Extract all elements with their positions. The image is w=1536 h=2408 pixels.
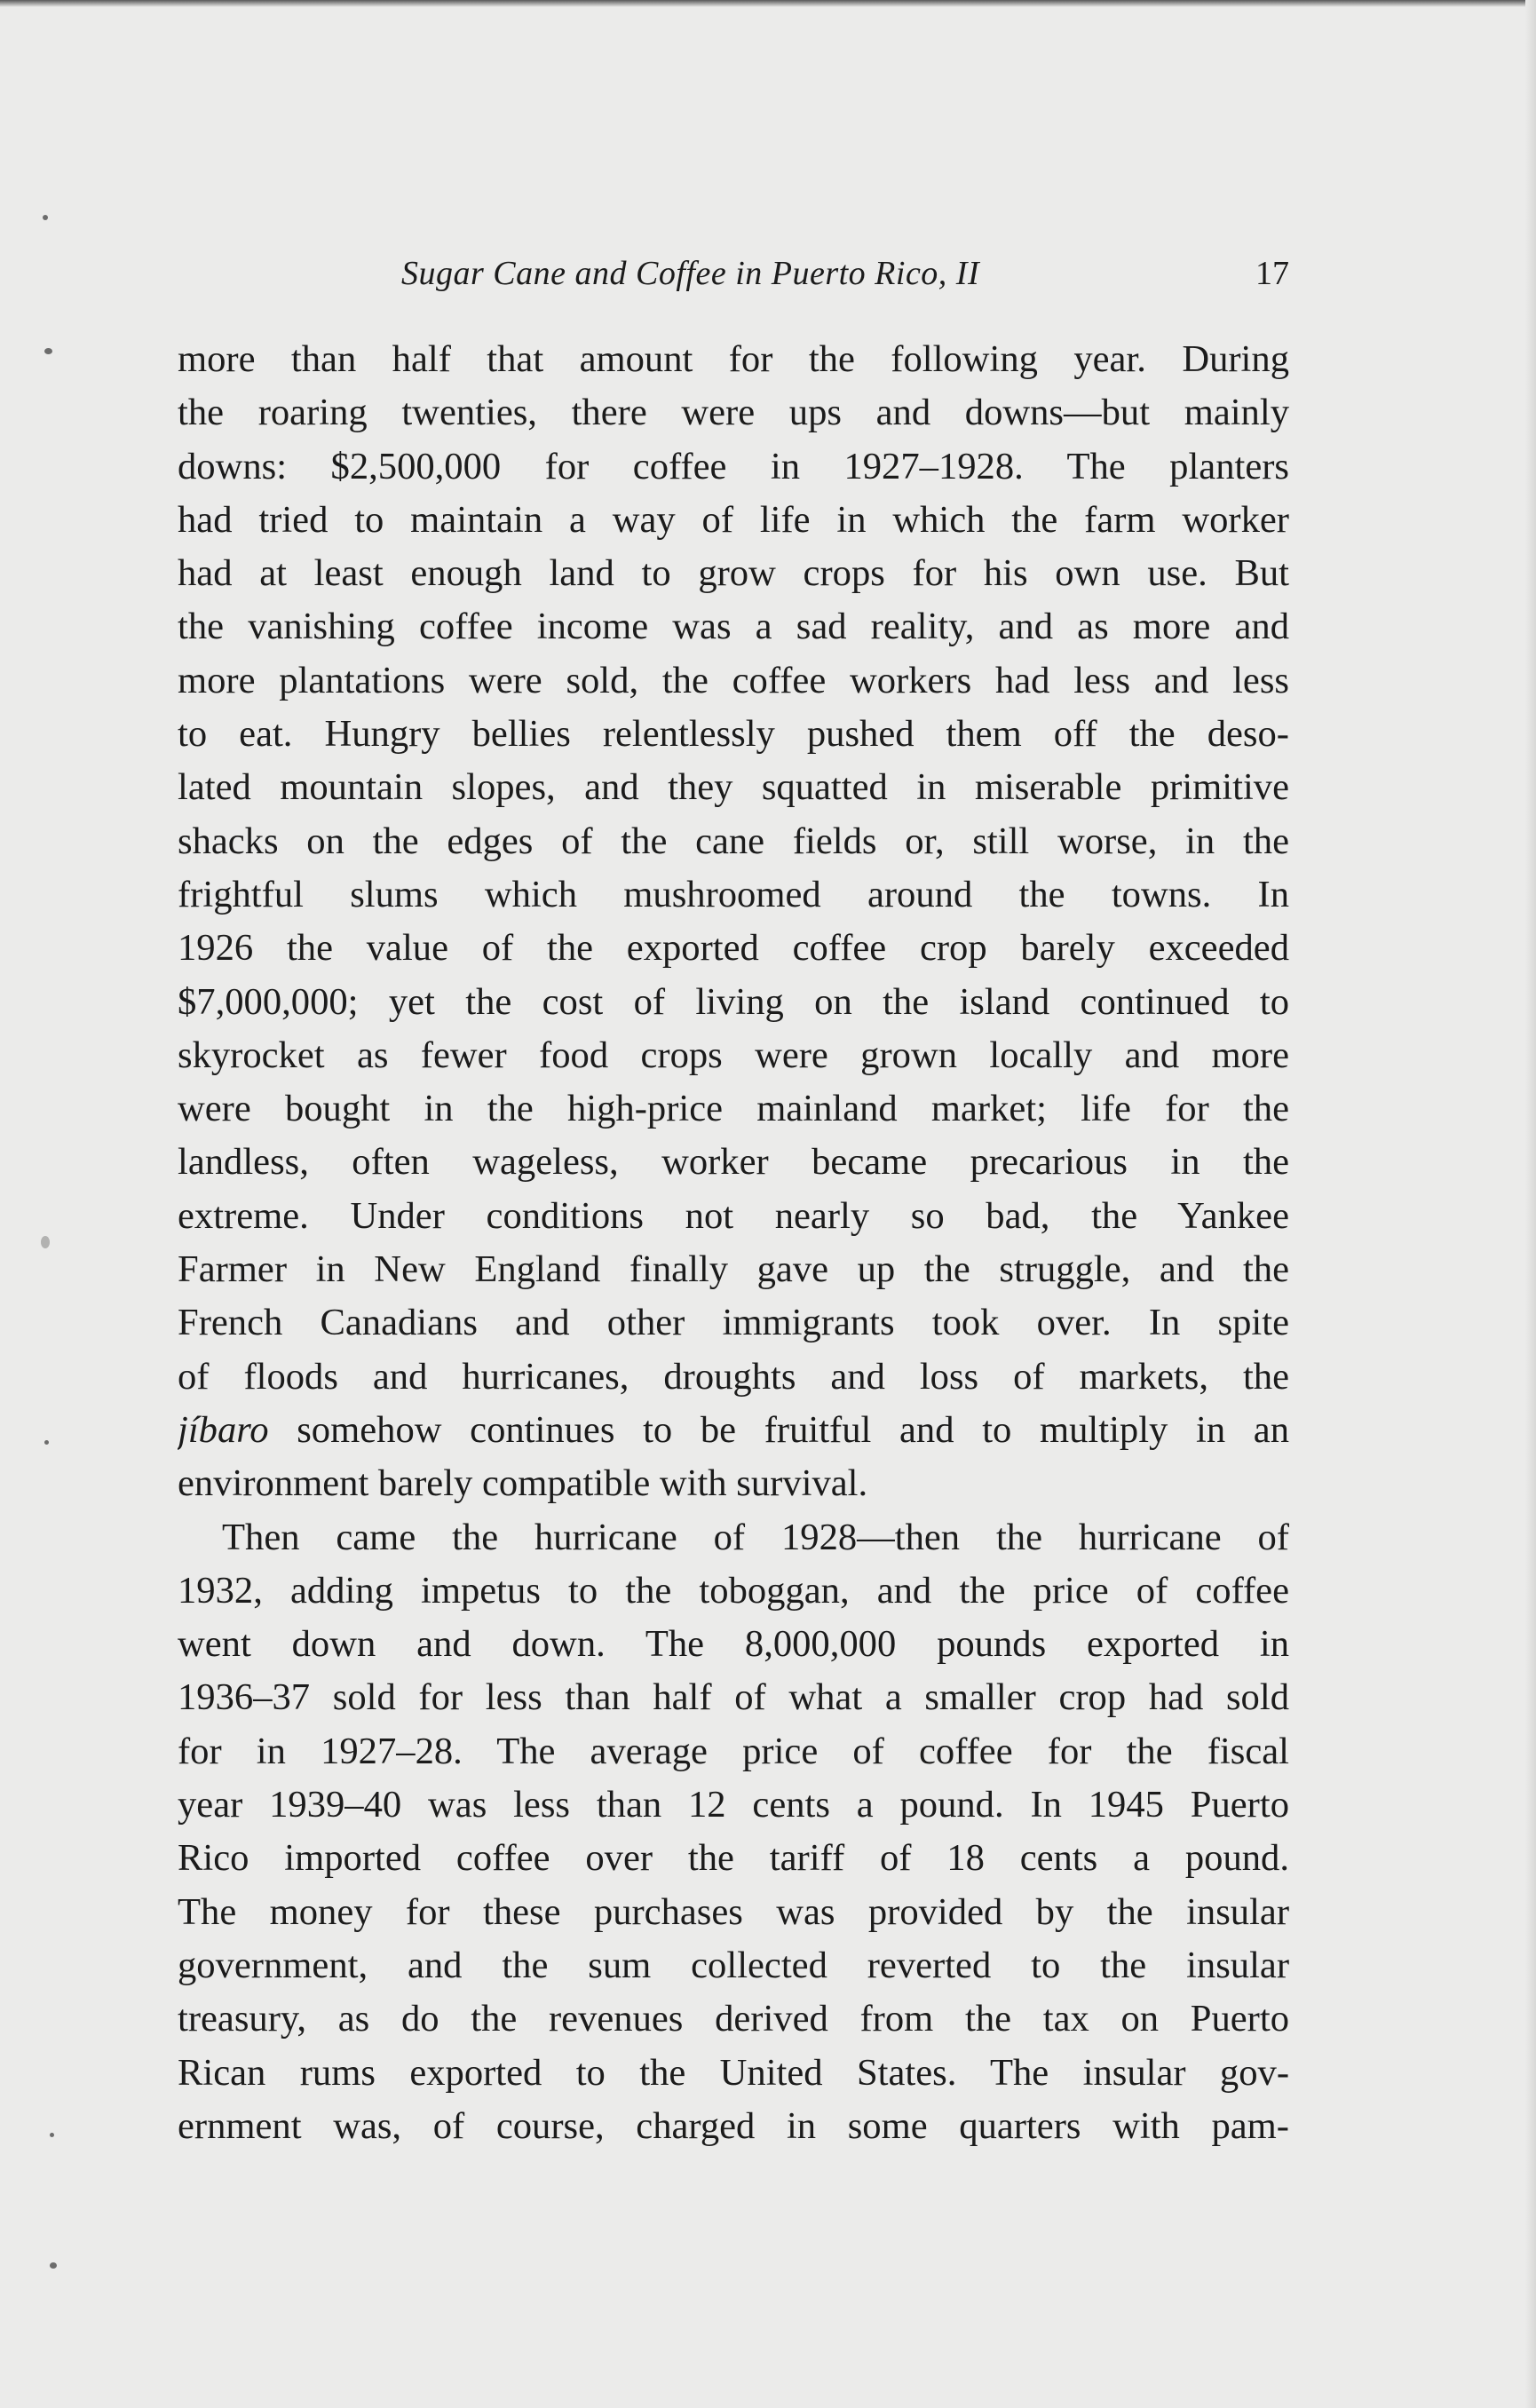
text-line: the vanishing coffee income was a sad reality, and as more and bbox=[178, 606, 1289, 648]
text-line: 1932, adding impetus to the toboggan, and the price of coffee bbox=[178, 1569, 1289, 1612]
text-line: environment barely compatible with survival. bbox=[178, 1462, 868, 1505]
text-line: went down and down. The 8,000,000 pounds exported in bbox=[178, 1623, 1289, 1666]
body-text bbox=[178, 333, 1289, 2153]
text-line-remainder: somehow continues to be fruitful and to multiply in an bbox=[297, 1408, 1289, 1451]
text-line: downs: $2,500,000 for coffee in 1927–1928. The planters bbox=[178, 445, 1289, 487]
paper-speck bbox=[44, 348, 52, 354]
running-title: Sugar Cane and Coffee in Puerto Rico, II bbox=[401, 255, 980, 292]
text-line: ernment was, of course, charged in some quarters with pam- bbox=[178, 2104, 1289, 2147]
text-line: Rican rums exported to the United States. The insular gov- bbox=[178, 2051, 1289, 2094]
paper-speck bbox=[50, 2133, 54, 2137]
text-line: lated mountain slopes, and they squatted in miserable primitive bbox=[178, 766, 1289, 809]
text-line: to eat. Hungry bellies relentlessly pushed them off the deso- bbox=[178, 713, 1289, 756]
text-line: Rico imported coffee over the tariff of 18 cents a pound. bbox=[178, 1837, 1289, 1880]
text-line: Then came the hurricane of 1928—then the hurricane of bbox=[222, 1516, 1289, 1558]
text-line: treasury, as do the revenues derived from the tax on Puerto bbox=[178, 1998, 1289, 2040]
paragraph-1 bbox=[178, 333, 1289, 1511]
text-line: year 1939–40 was less than 12 cents a pound. In 1945 Puerto bbox=[178, 1784, 1289, 1826]
paper-speck bbox=[44, 1440, 49, 1445]
text-line: shacks on the edges of the cane fields or, still worse, in the bbox=[178, 820, 1289, 862]
text-line: extreme. Under conditions not nearly so bad, the Yankee bbox=[178, 1194, 1289, 1237]
text-line: 1936–37 sold for less than half of what a smaller crop had sold bbox=[178, 1676, 1289, 1719]
text-line: Farmer in New England finally gave up the struggle, and the bbox=[178, 1248, 1289, 1291]
text-line: French Canadians and other immigrants took over. In spite bbox=[178, 1302, 1289, 1344]
text-line: $7,000,000; yet the cost of living on the island continued to bbox=[178, 980, 1289, 1023]
text-line: of floods and hurricanes, droughts and loss of markets, the bbox=[178, 1355, 1289, 1398]
text-line-with-italic bbox=[178, 1404, 1289, 1457]
page-top-edge-shadow bbox=[0, 0, 1536, 7]
italic-term: jíbaro bbox=[178, 1408, 269, 1451]
paper-speck bbox=[43, 215, 48, 220]
text-line: skyrocket as fewer food crops were grown locally and more bbox=[178, 1034, 1289, 1076]
text-line: more plantations were sold, the coffee workers had less and less bbox=[178, 659, 1289, 701]
text-line: frightful slums which mushroomed around the towns. In bbox=[178, 873, 1289, 915]
text-line: landless, often wageless, worker became precarious in the bbox=[178, 1141, 1289, 1184]
page-number: 17 bbox=[1255, 255, 1289, 292]
text-line: for in 1927–28. The average price of coffee for the fiscal bbox=[178, 1730, 1289, 1772]
page-right-edge-shadow bbox=[1525, 0, 1536, 2408]
text-line: were bought in the high-price mainland market; life for the bbox=[178, 1088, 1289, 1130]
text-line: had tried to maintain a way of life in which the farm worker bbox=[178, 498, 1289, 541]
text-line: The money for these purchases was provided by the insular bbox=[178, 1890, 1289, 1933]
paragraph-2 bbox=[178, 1511, 1289, 2154]
text-line: more than half that amount for the following year. During bbox=[178, 338, 1289, 380]
text-line: had at least enough land to grow crops for his own use. But bbox=[178, 552, 1289, 595]
text-line: government, and the sum collected reverted to the insular bbox=[178, 1944, 1289, 1986]
text-line: 1926 the value of the exported coffee crop barely exceeded bbox=[178, 927, 1289, 970]
paper-speck bbox=[50, 2262, 57, 2269]
running-head bbox=[178, 247, 1289, 300]
text-line: the roaring twenties, there were ups and downs—but mainly bbox=[178, 392, 1289, 434]
paper-speck bbox=[41, 1236, 50, 1248]
